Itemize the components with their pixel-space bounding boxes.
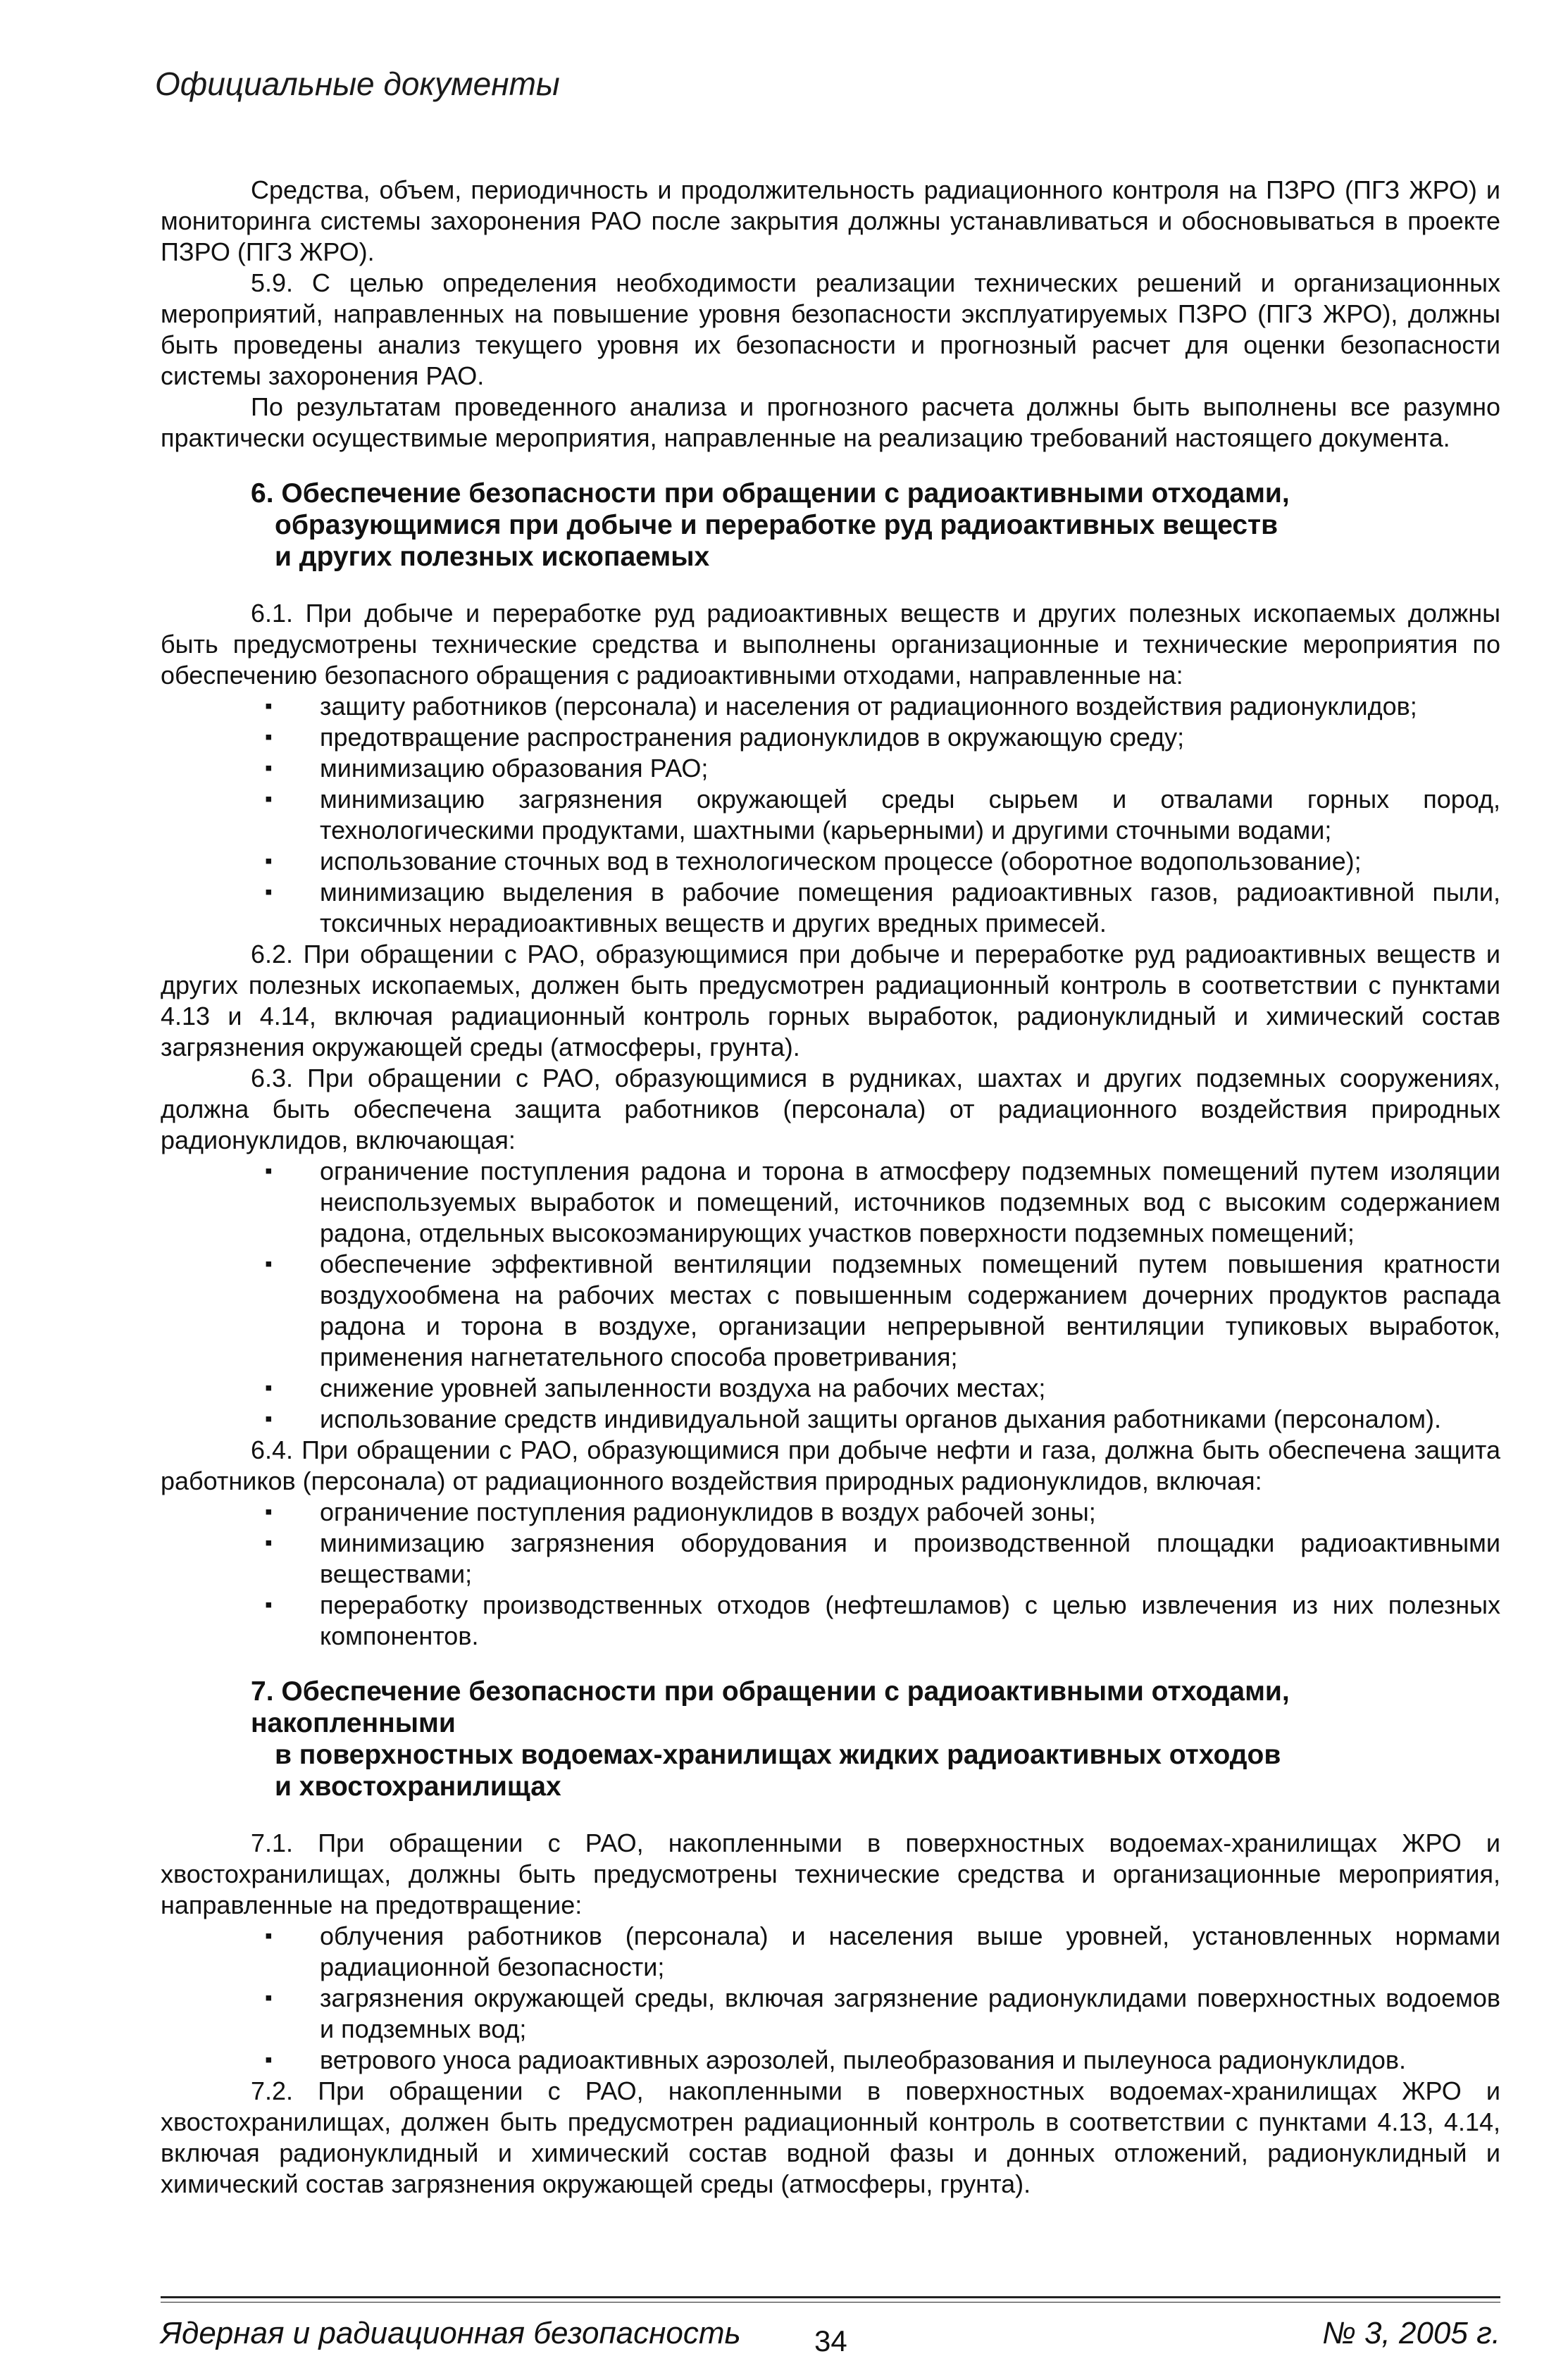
list-item bbox=[161, 2045, 1500, 2076]
list-item bbox=[161, 753, 1500, 784]
paragraph-7-2: 7.2. При обращении с РАО, накопленными в поверхностных водоемах-хранилищах ЖРО и хвостохранилищах, должен быть предусмотрен радиационный контроль в соответствии с пунктами 4.13, 4.14, включая радионуклидный и химический состав водной фазы и донных отложений, радионуклидный и химический состав загрязнения окружающей среды (атмосферы, грунта). bbox=[161, 2076, 1500, 2198]
list-item bbox=[161, 1249, 1500, 1373]
bullet-icon: ▪ bbox=[265, 694, 273, 718]
list-item bbox=[161, 722, 1500, 753]
paragraph-7-1: 7.1. При обращении с РАО, накопленными в поверхностных водоемах-хранилищах ЖРО и хвостохранилищах, должны быть предусмотрены технические средства и организационные мероприятия, направленные на предотвращение: bbox=[161, 1828, 1500, 1919]
heading-line: и других полезных ископаемых bbox=[275, 542, 710, 572]
list-item-text: переработку производственных отходов (нефтешламов) с целью извлечения из них полезных компонентов. bbox=[320, 1590, 1500, 1650]
bullet-icon: ▪ bbox=[265, 1376, 273, 1400]
list-item bbox=[161, 784, 1500, 846]
list-item-text: использование сточных вод в технологическом процессе (оборотное водопользование); bbox=[320, 847, 1362, 876]
bullet-list-7-1 bbox=[161, 1921, 1500, 2076]
list-item-text: минимизацию выделения в рабочие помещения радиоактивных газов, радиоактивной пыли, токсичных нерадиоактивных веществ и других вредных примесей. bbox=[320, 878, 1500, 937]
list-item bbox=[161, 1983, 1500, 2045]
paragraph-6-4: 6.4. При обращении с РАО, образующимися при добыче нефти и газа, должна быть обеспечена защита работников (персонала) от радиационного воздействия природных радионуклидов, включая: bbox=[161, 1435, 1500, 1495]
list-item bbox=[161, 877, 1500, 939]
list-item bbox=[161, 1156, 1500, 1249]
bullet-icon: ▪ bbox=[265, 880, 273, 904]
heading-line: образующимися при добыче и переработке руд радиоактивных веществ bbox=[275, 510, 1278, 540]
bullet-list-6-1 bbox=[161, 691, 1500, 939]
list-item-text: ограничение поступления радионуклидов в воздух рабочей зоны; bbox=[320, 1497, 1096, 1526]
list-item bbox=[161, 1590, 1500, 1652]
bullet-list-6-4 bbox=[161, 1497, 1500, 1652]
bullet-icon: ▪ bbox=[265, 1159, 273, 1183]
list-item bbox=[161, 1528, 1500, 1590]
list-item-text: минимизацию загрязнения оборудования и производственной площадки радиоактивными веществами; bbox=[320, 1528, 1500, 1588]
bullet-icon: ▪ bbox=[265, 1252, 273, 1276]
list-item-text: ветрового уноса радиоактивных аэрозолей, пылеобразования и пылеуноса радионуклидов. bbox=[320, 2045, 1406, 2074]
bullet-icon: ▪ bbox=[265, 2048, 273, 2071]
paragraph: По результатам проведенного анализа и прогнозного расчета должны быть выполнены все разумно практически осуществимые мероприятия, направленные на реализацию требований настоящего документа. bbox=[161, 392, 1500, 452]
list-item-text: минимизацию загрязнения окружающей среды сырьем и отвалами горных пород, технологическими продуктами, шахтными (карьерными) и другими сточными водами; bbox=[320, 785, 1500, 845]
list-item-text: защиту работников (персонала) и населения от радиационного воздействия радионуклидов; bbox=[320, 692, 1417, 721]
bullet-icon: ▪ bbox=[265, 756, 273, 780]
list-item-text: минимизацию образования РАО; bbox=[320, 754, 709, 783]
bullet-list-6-3 bbox=[161, 1156, 1500, 1435]
section-7-heading bbox=[161, 1676, 1500, 1802]
footer-rule bbox=[161, 2296, 1500, 2298]
list-item-text: загрязнения окружающей среды, включая загрязнение радионуклидами поверхностных водоемов и подземных вод; bbox=[320, 1983, 1500, 2043]
list-item-text: использование средств индивидуальной защиты органов дыхания работниками (персоналом). bbox=[320, 1404, 1441, 1433]
paragraph-6-3: 6.3. При обращении с РАО, образующимися в рудниках, шахтах и других подземных сооружениях, должна быть обеспечена защита работников (персонала) от радиационного воздействия природных радионуклидов, включающая: bbox=[161, 1064, 1500, 1154]
list-item-text: снижение уровней запыленности воздуха на рабочих местах; bbox=[320, 1373, 1046, 1402]
footer-rule bbox=[161, 2302, 1500, 2303]
bullet-icon: ▪ bbox=[265, 725, 273, 749]
paragraph-6-1: 6.1. При добыче и переработке руд радиоактивных веществ и других полезных ископаемых должны быть предусмотрены технические средства и выполнены организационные и технические мероприятия по обеспечению безопасного обращения с радиоактивными отходами, направленные на: bbox=[161, 599, 1500, 690]
list-item bbox=[161, 1497, 1500, 1528]
heading-line: 6. Обеспечение безопасности при обращении с радиоактивными отходами, bbox=[251, 478, 1290, 509]
bullet-icon: ▪ bbox=[265, 787, 273, 811]
bullet-icon: ▪ bbox=[265, 1407, 273, 1431]
bullet-icon: ▪ bbox=[265, 1986, 273, 2010]
heading-line: 7. Обеспечение безопасности при обращении с радиоактивными отходами, накопленными bbox=[251, 1676, 1290, 1738]
bullet-icon: ▪ bbox=[265, 1531, 273, 1555]
list-item bbox=[161, 691, 1500, 722]
heading-line: и хвостохранилищах bbox=[275, 1771, 561, 1802]
list-item-text: предотвращение распространения радионуклидов в окружающую среду; bbox=[320, 723, 1185, 752]
list-item-text: обеспечение эффективной вентиляции подземных помещений путем повышения кратности воздухообмена на рабочих местах с повышенным содержанием дочерних продуктов распада радона и торона в воздухе, организации непрерывной вентиляции тупиковых выработок, применения нагнетательного способа проветривания; bbox=[320, 1250, 1500, 1371]
bullet-icon: ▪ bbox=[265, 849, 273, 873]
document-body bbox=[161, 175, 1500, 2200]
footer-journal-title: Ядерная и радиационная безопасность bbox=[161, 2316, 741, 2350]
list-item bbox=[161, 1404, 1500, 1435]
list-item-text: облучения работников (персонала) и населения выше уровней, установленных нормами радиационной безопасности; bbox=[320, 1921, 1500, 1981]
footer-issue: № 3, 2005 г. bbox=[1322, 2316, 1500, 2350]
paragraph-5-9: 5.9. С целью определения необходимости реализации технических решений и организационных мероприятий, направленных на повышение уровня безопасности эксплуатируемых ПЗРО (ПГЗ ЖРО), должны быть проведены анализ текущего уровня их безопасности и прогнозный расчет для оценки безопасности системы захоронения РАО. bbox=[161, 268, 1500, 390]
bullet-icon: ▪ bbox=[265, 1593, 273, 1616]
running-header: Официальные документы bbox=[155, 66, 560, 102]
section-6-heading bbox=[161, 478, 1500, 573]
bullet-icon: ▪ bbox=[265, 1924, 273, 1948]
heading-line: в поверхностных водоемах-хранилищах жидких радиоактивных отходов bbox=[275, 1740, 1281, 1770]
list-item bbox=[161, 1921, 1500, 1983]
paragraph: Средства, объем, периодичность и продолжительность радиационного контроля на ПЗРО (ПГЗ ЖРО) и мониторинга системы захоронения РАО после закрытия должны устанавливаться и обосновываться в проекте ПЗРО (ПГЗ ЖРО). bbox=[161, 175, 1500, 266]
page-number: 34 bbox=[814, 2324, 847, 2357]
bullet-icon: ▪ bbox=[265, 1500, 273, 1524]
list-item-text: ограничение поступления радона и торона в атмосферу подземных помещений путем изоляции неиспользуемых выработок и помещений, источников подземных вод с высоким содержанием радона, отдельных высокоэманирующих участков поверхности подземных помещений; bbox=[320, 1157, 1500, 1247]
list-item bbox=[161, 846, 1500, 877]
list-item bbox=[161, 1373, 1500, 1404]
paragraph-6-2: 6.2. При обращении с РАО, образующимися при добыче и переработке руд радиоактивных веществ и других полезных ископаемых, должен быть предусмотрен радиационный контроль в соответствии с пунктами 4.13 и 4.14, включая радиационный контроль горных выработок, радионуклидный и химический состав загрязнения окружающей среды (атмосферы, грунта). bbox=[161, 940, 1500, 1061]
